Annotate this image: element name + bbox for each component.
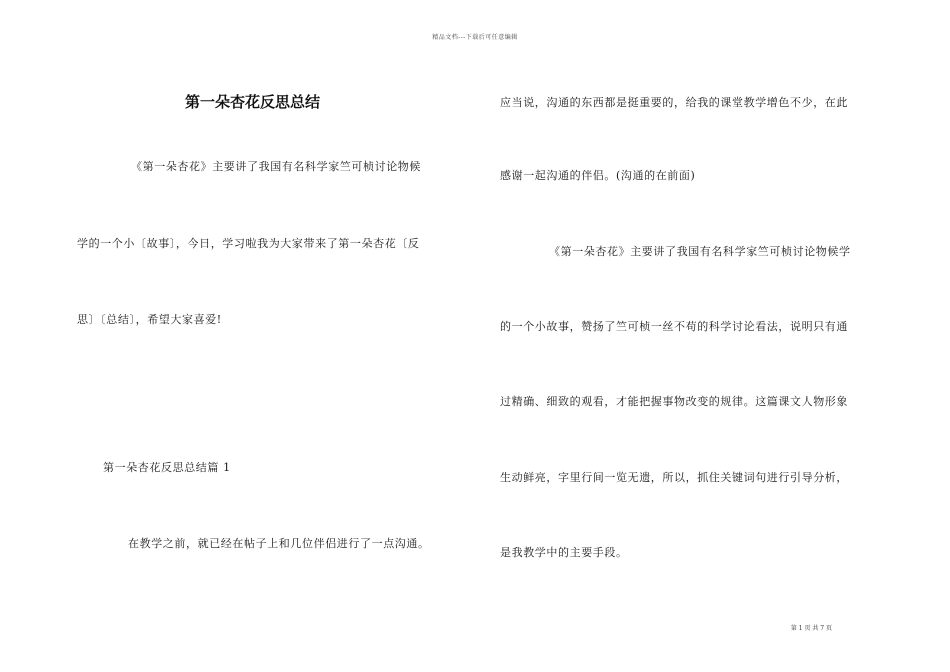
- intro-line-1: 《第一朵杏花》主要讲了我国有名科学家竺可桢讨论物候: [131, 160, 421, 173]
- page-number: 第 1 页 共 7 页: [790, 625, 832, 632]
- paragraph-line: 在教学之前，就已经在帖子上和几位伴侣进行了一点沟通。: [128, 537, 430, 550]
- para2-line-5: 是我教学中的主要手段。: [500, 546, 628, 559]
- intro-line-2: 学的一个小〔故事〕，今日，学习啦我为大家带来了第一朵杏花〔反: [77, 237, 420, 250]
- para1-line-2: 感谢一起沟通的伴侣。(沟通的在前面): [500, 169, 696, 182]
- section-heading: 第一朵杏花反思总结篇 1: [103, 461, 231, 474]
- para2-line-3: 过精确、细致的观看，才能把握事物改变的规律。这篇课文人物形象: [500, 395, 848, 408]
- para2-line-4: 生动鲜亮，字里行间一览无遗，所以，抓住关键词句进行引导分析，: [500, 471, 848, 484]
- para2-line-2: 的一个小故事，赞扬了竺可桢一丝不苟的科学讨论看法，说明只有通: [500, 320, 848, 333]
- intro-line-3: 思〕〔总结〕，希望大家喜爱!: [77, 313, 222, 326]
- para1-line-1: 应当说，沟通的东西都是挺重要的，给我的课堂教学增色不少，在此: [500, 96, 848, 109]
- para2-line-1: 《第一朵杏花》主要讲了我国有名科学家竺可桢讨论物候学: [549, 245, 851, 258]
- page-title: 第一朵杏花反思总结: [185, 93, 321, 111]
- header-note: 精品文档---下载后可任意编辑: [432, 34, 518, 41]
